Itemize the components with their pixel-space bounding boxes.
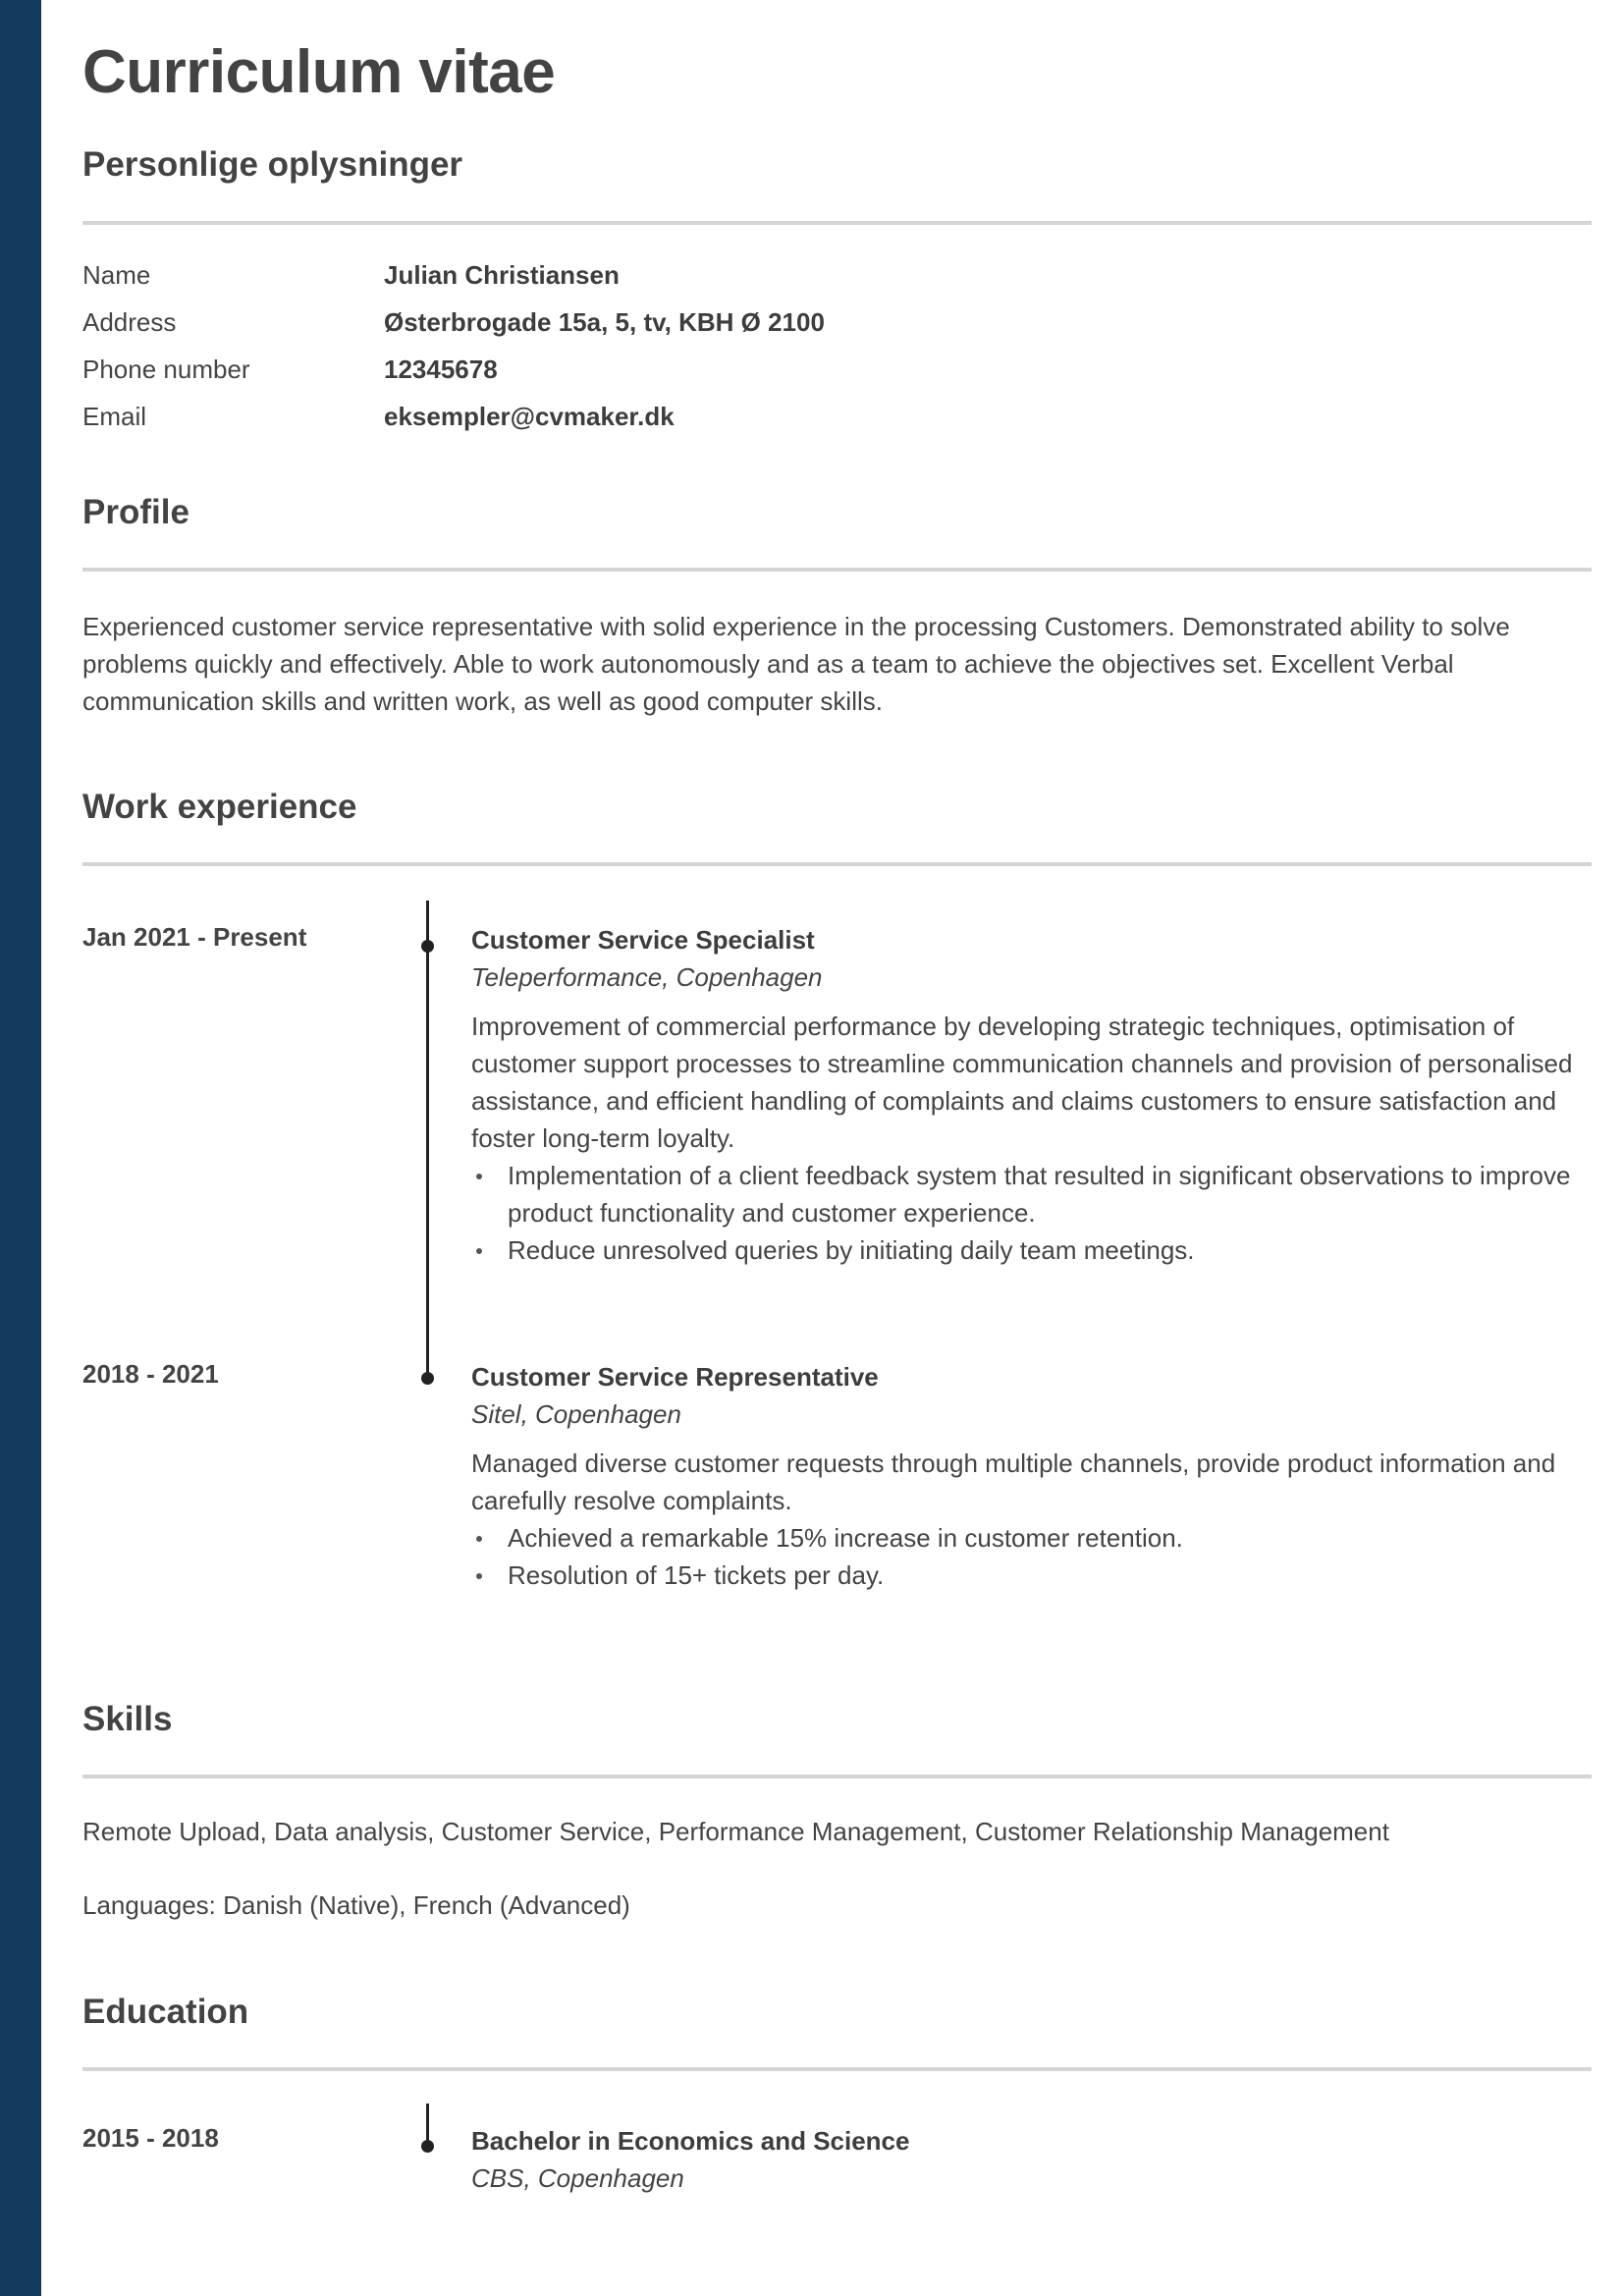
info-label: Email (82, 402, 147, 431)
education-divider (82, 2067, 1592, 2071)
sidebar-accent-stripe (0, 0, 41, 2296)
info-label: Name (82, 260, 151, 290)
info-row-email (82, 402, 1592, 449)
profile-divider (82, 568, 1592, 572)
bullet-icon (476, 1536, 482, 1542)
job-achievement-item (471, 1157, 1592, 1231)
info-value: eksempler@cvmaker.dk (384, 402, 675, 431)
timeline-dot (421, 940, 434, 953)
institution: CBS, Copenhagen (471, 2163, 684, 2193)
achievement-text: Implementation of a client feedback system that resulted in significant observations to improve product functionality and customer experience. (508, 1161, 1571, 1228)
skills-heading: Skills (82, 1700, 173, 1738)
bullet-icon (476, 1573, 482, 1579)
info-row-address (82, 307, 1592, 355)
skills-list: Remote Upload, Data analysis, Customer Service, Performance Management, Customer Relationship Management (82, 1817, 1389, 1846)
languages-list: Languages: Danish (Native), French (Advanced) (82, 1890, 630, 1920)
work-entry (471, 1358, 1592, 1594)
personal-info-heading: Personlige oplysninger (82, 145, 463, 184)
personal-info-divider (82, 221, 1592, 225)
profile-heading: Profile (82, 493, 189, 531)
job-employer: Teleperformance, Copenhagen (471, 962, 823, 992)
work-entry (471, 921, 1592, 1269)
info-value: Østerbrogade 15a, 5, tv, KBH Ø 2100 (384, 307, 825, 337)
job-description: Managed diverse customer requests through multiple channels, provide product information and carefully resolve complaints. (471, 1449, 1556, 1515)
education-timeline-line (426, 2104, 429, 2145)
work-experience-divider (82, 862, 1592, 866)
work-entry-date: 2018 - 2021 (82, 1359, 219, 1389)
job-employer: Sitel, Copenhagen (471, 1399, 681, 1429)
job-title: Customer Service Specialist (471, 925, 815, 955)
info-label: Phone number (82, 355, 250, 384)
work-entry-date: Jan 2021 - Present (82, 922, 307, 952)
job-achievements (471, 1519, 1592, 1594)
timeline-dot (421, 1372, 434, 1385)
info-value: Julian Christiansen (384, 260, 620, 290)
work-experience-heading: Work experience (82, 788, 357, 826)
job-title: Customer Service Representative (471, 1362, 879, 1392)
job-achievement-item (471, 1231, 1592, 1269)
education-entry-date: 2015 - 2018 (82, 2123, 219, 2153)
bullet-icon (476, 1174, 482, 1179)
skills-divider (82, 1775, 1592, 1778)
work-timeline-line (426, 901, 429, 1382)
job-description: Improvement of commercial performance by developing strategic techniques, optimisation of customer support processes to streamline communication channels and provision of personalised assistance, and efficient handling of complaints and claims customers to ensure satisfaction and foster long-term loyalty. (471, 1011, 1573, 1153)
achievement-text: Resolution of 15+ tickets per day. (508, 1560, 885, 1590)
job-achievements (471, 1157, 1592, 1269)
info-label: Address (82, 307, 177, 337)
info-value: 12345678 (384, 355, 498, 384)
timeline-dot (421, 2140, 434, 2153)
achievement-text: Reduce unresolved queries by initiating daily team meetings. (508, 1235, 1195, 1265)
degree-title: Bachelor in Economics and Science (471, 2126, 910, 2156)
education-heading: Education (82, 1993, 249, 2031)
profile-text: Experienced customer service representative with solid experience in the processing Customers. Demonstrated ability to solve problems quickly and effectively. Able to work autonomously and as a team to achieve the objectives set. Excellent Verbal communication skills and written work, as well as good computer skills. (82, 612, 1510, 716)
document-title: Curriculum vitae (82, 38, 556, 106)
bullet-icon (476, 1248, 482, 1254)
info-row-phone (82, 355, 1592, 402)
job-achievement-item (471, 1519, 1592, 1557)
education-entry (471, 2122, 1592, 2209)
job-achievement-item (471, 1557, 1592, 1594)
info-row-name (82, 260, 1592, 307)
achievement-text: Achieved a remarkable 15% increase in customer retention. (508, 1523, 1183, 1553)
